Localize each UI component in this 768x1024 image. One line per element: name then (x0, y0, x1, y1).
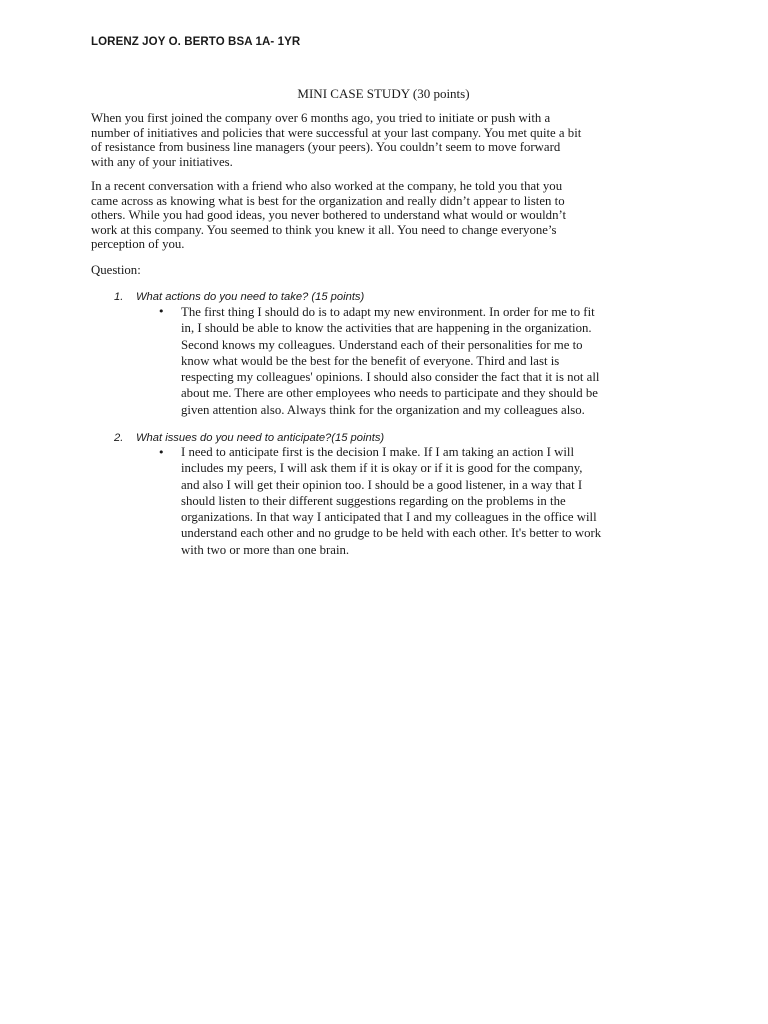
answer-line: in, I should be able to know the activities that are happening in the organization. (181, 321, 592, 336)
question-2-heading (114, 432, 384, 444)
answer-line: The first thing I should do is to adapt my new environment. In order for me to fit (181, 305, 595, 319)
paragraph-line: work at this company. You seemed to think you knew it all. You need to change everyone’s (91, 222, 557, 237)
question-1-heading (114, 291, 364, 303)
answer-line: and also I will get their opinion too. I should be a good listener, in a way that I (181, 477, 583, 492)
paragraph-line: When you first joined the company over 6 months ago, you tried to initiate or push with a (91, 111, 551, 125)
answer-line: organizations. In that way I anticipated that I and my colleagues in the office will (181, 510, 597, 525)
answer-line: includes my peers, I will ask them if it is okay or if it is good for the company, (181, 461, 583, 476)
scenario-paragraph-2 (91, 179, 676, 252)
answer-line: respecting my colleagues' opinions. I should also consider the fact that it is not all (181, 370, 600, 385)
paragraph-line: of resistance from business line managers (your peers). You couldn’t seem to move forward (91, 140, 561, 155)
paragraph-line: perception of you. (91, 237, 185, 252)
document-title (0, 86, 768, 102)
bullet-icon: • (158, 305, 165, 318)
question-2-number: 2. (114, 432, 124, 444)
paragraph-line: In a recent conversation with a friend who also worked at the company, he told you that you (91, 179, 563, 193)
answer-line: given attention also. Always think for the organization and my colleagues also. (181, 402, 585, 417)
answer-line: I need to anticipate first is the decision I make. If I am taking an action I will (181, 445, 575, 459)
paragraph-line: others. While you had good ideas, you never bothered to understand what would or wouldn’t (91, 208, 567, 223)
answer-line: should listen to their different suggestions regarding on the problems in the (181, 493, 566, 508)
answer-2 (181, 444, 681, 558)
scenario-paragraph-1 (91, 111, 676, 169)
answer-line: know what would be the best for the benefit of everyone. Third and last is (181, 353, 560, 368)
paragraph-line: came across as knowing what is best for the organization and really didn’t appear to listen to (91, 193, 565, 208)
paragraph-line: with any of your initiatives. (91, 154, 233, 169)
question-1-number: 1. (114, 291, 124, 303)
answer-line: Second knows my colleagues. Understand each of their personalities for me to (181, 337, 583, 352)
bullet-icon: • (158, 446, 165, 459)
answer-line: understand each other and no grudge to be held with each other. It's better to work (181, 526, 602, 541)
answer-1 (181, 304, 681, 418)
question-label: Question: (91, 263, 141, 277)
document-title-text: MINI CASE STUDY (30 points) (297, 86, 470, 101)
answer-line: about me. There are other employees who needs to participate and they should be (181, 386, 598, 401)
question-2-text: What issues do you need to anticipate?(15 points) (136, 432, 385, 444)
question-1-text: What actions do you need to take? (15 points) (136, 291, 365, 303)
student-header: LORENZ JOY O. BERTO BSA 1A- 1YR (91, 36, 301, 48)
paragraph-line: number of initiatives and policies that were successful at your last company. You met quite a bit (91, 125, 582, 140)
answer-line: with two or more than one brain. (181, 542, 350, 557)
